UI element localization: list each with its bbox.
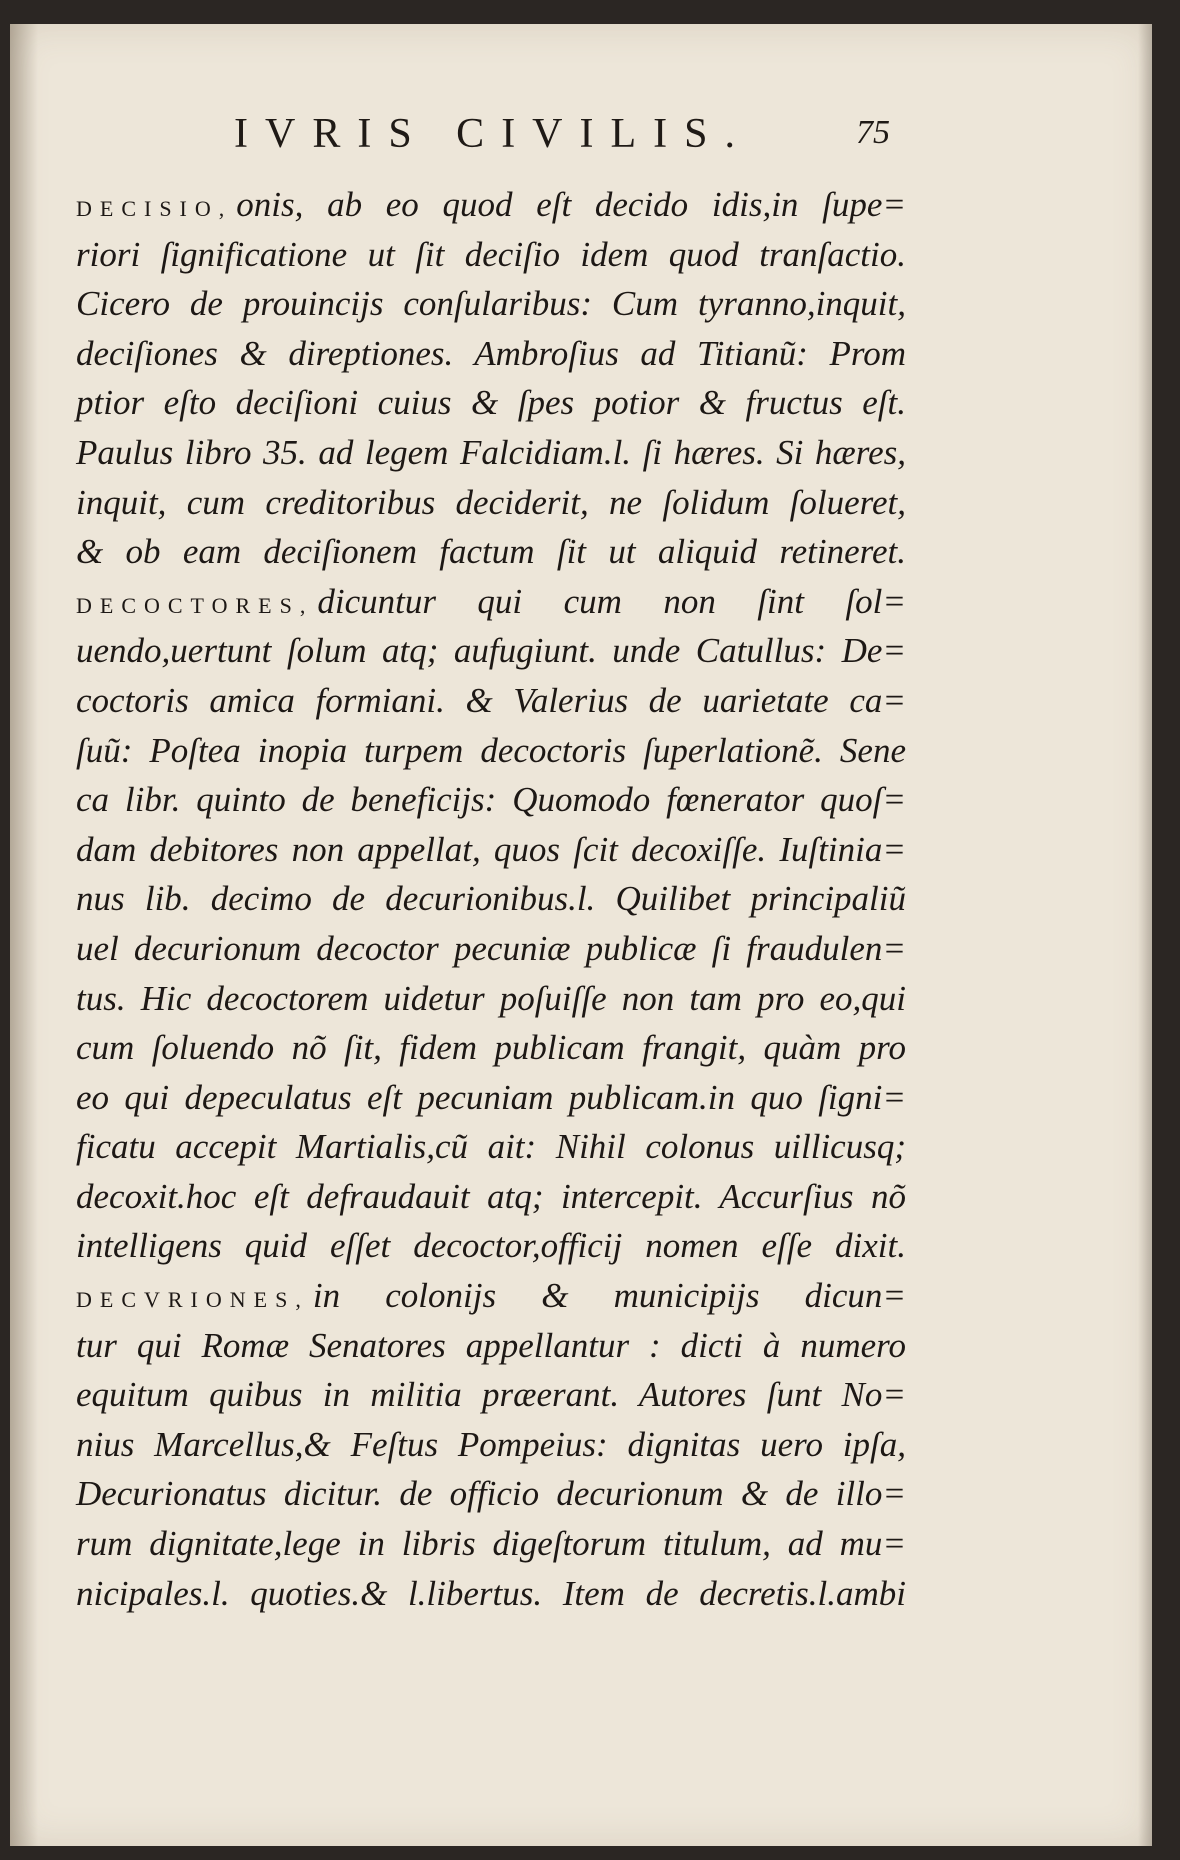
text-line <box>76 825 906 875</box>
text-line <box>76 478 906 528</box>
line-text: & ob eam deciſionem factum ſit ut aliquid retineret. <box>76 532 906 572</box>
text-line <box>76 874 906 924</box>
line-text: intelligens quid eſſet decoctor,officij nomen eſſe dixit. <box>76 1226 906 1266</box>
running-head-title: IVRIS CIVILIS. <box>234 111 752 157</box>
line-text: onis, ab eo quod eſt decido idis,in ſupe= <box>236 185 906 224</box>
line-text: riori ſignificatione ut ſit deciſio idem quod tranſactio. <box>76 234 906 274</box>
line-text: deciſiones & direptiones. Ambroſius ad Titianũ: Prom <box>76 333 906 373</box>
text-line <box>76 1172 906 1222</box>
text-line <box>76 775 906 825</box>
entry-headword: DECISIO, <box>76 196 233 221</box>
page-edge-shadow <box>1138 24 1152 1846</box>
text-line <box>76 726 906 776</box>
text-line <box>76 676 906 726</box>
text-line <box>76 1271 906 1321</box>
text-line <box>76 1023 906 1073</box>
body-text <box>76 180 906 1618</box>
line-text: ſuũ: Poſtea inopia turpem decoctoris ſuperlationẽ. Sene <box>76 730 906 770</box>
text-line <box>76 1420 906 1470</box>
text-line <box>76 378 906 428</box>
text-line <box>76 1370 906 1420</box>
text-line <box>76 626 906 676</box>
text-line <box>76 180 906 230</box>
line-text: in colonijs & municipijs dicun= <box>312 1276 906 1316</box>
book-page <box>10 24 1152 1846</box>
line-text: uel decurionum decoctor pecuniæ publicæ ſi fraudulen= <box>76 928 906 968</box>
text-line <box>76 1321 906 1371</box>
gutter-shadow <box>10 24 38 1846</box>
text-line <box>76 527 906 577</box>
text-line <box>76 924 906 974</box>
line-text: inquit, cum creditoribus deciderit, ne ſolidum ſolueret, <box>76 482 906 522</box>
line-text: tus. Hic decoctorem uidetur poſuiſſe non tam pro eo,qui <box>76 978 906 1018</box>
text-line <box>76 279 906 329</box>
line-text: decoxit.hoc eſt defraudauit atq; intercepit. Accurſius nõ <box>76 1176 906 1216</box>
line-text: nius Marcellus,& Feſtus Pompeius: dignitas uero ipſa, <box>76 1424 906 1464</box>
line-text: eo qui depeculatus eſt pecuniam publicam.in quo ſigni= <box>76 1077 906 1117</box>
entry-headword: DECOCTORES, <box>76 592 314 618</box>
text-line <box>76 428 906 478</box>
text-line <box>76 1569 906 1619</box>
line-text: Decurionatus dicitur. de officio decurionum & de illo= <box>76 1474 906 1514</box>
line-text: dicuntur qui cum non ſint ſol= <box>317 581 906 621</box>
text-line <box>76 1122 906 1172</box>
line-text: Cicero de prouincijs conſularibus: Cum tyranno,inquit, <box>76 284 906 324</box>
line-text: dam debitores non appellat, quos ſcit decoxiſſe. Iuſtinia= <box>76 829 906 869</box>
text-line <box>76 329 906 379</box>
running-head <box>10 110 1152 170</box>
text-line <box>76 577 906 627</box>
text-line <box>76 974 906 1024</box>
line-text: ptior eſto deciſioni cuius & ſpes potior & fructus eſt. <box>76 383 906 423</box>
text-line <box>76 1073 906 1123</box>
line-text: nus lib. decimo de decurionibus.l. Quilibet principaliũ <box>76 879 906 919</box>
text-line <box>76 1519 906 1569</box>
text-line <box>76 230 906 280</box>
line-text: ca libr. quinto de beneficijs: Quomodo fœnerator quoſ= <box>76 780 906 820</box>
line-text: Paulus libro 35. ad legem Falcidiam.l. ſi hæres. Si hæres, <box>76 432 906 472</box>
line-text: tur qui Romæ Senatores appellantur : dicti à numero <box>76 1325 906 1365</box>
line-text: equitum quibus in militia præerant. Autores ſunt No= <box>76 1375 906 1415</box>
text-line <box>76 1469 906 1519</box>
line-text: coctoris amica formiani. & Valerius de uarietate ca= <box>76 680 906 720</box>
text-line <box>76 1221 906 1271</box>
line-text: uendo,uertunt ſolum atq; aufugiunt. unde Catullus: De= <box>76 631 906 671</box>
line-text: cum ſoluendo nõ ſit, fidem publicam frangit, quàm pro <box>76 1028 906 1068</box>
line-text: rum dignitate,lege in libris digeſtorum titulum, ad mu= <box>76 1524 906 1564</box>
page-number: 75 <box>856 114 890 151</box>
line-text: ficatu accepit Martialis,cũ ait: Nihil colonus uillicusq; <box>76 1127 906 1167</box>
line-text: nicipales.l. quoties.& l.libertus. Item de decretis.l.ambi <box>76 1573 906 1613</box>
entry-headword: DECVRIONES, <box>76 1287 309 1313</box>
